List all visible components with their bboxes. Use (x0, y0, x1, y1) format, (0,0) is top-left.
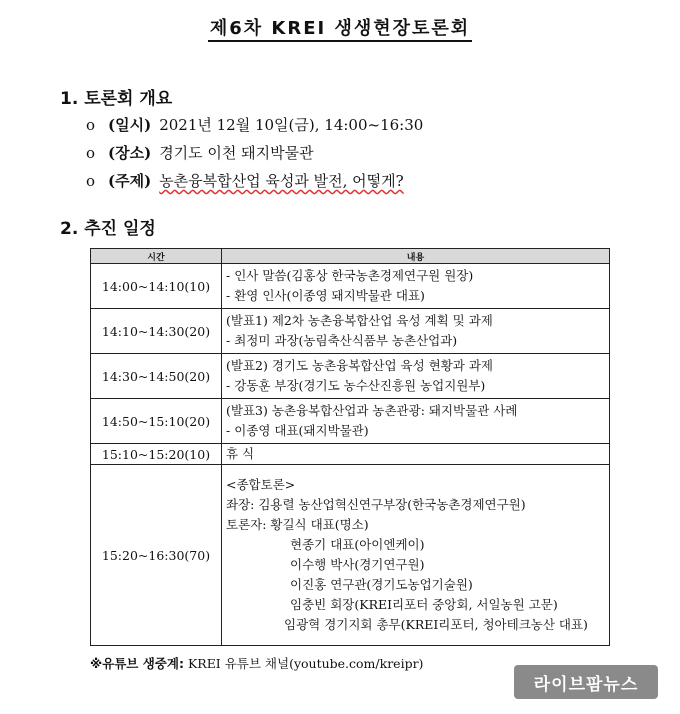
item-value: 경기도 이천 돼지박물관 (159, 144, 314, 162)
table-row (91, 264, 610, 309)
content-line: 임충빈 회장(KREI리포터 중앙회, 서일농원 고문) (290, 597, 558, 612)
content-line: <종합토론> (226, 477, 296, 492)
item-value: 농촌융복합산업 육성과 발전, 어떻게? (159, 172, 404, 190)
content-line: 이진홍 연구관(경기도농업기술원) (290, 577, 473, 592)
content-line: 휴 식 (226, 446, 255, 461)
table-header-row (91, 249, 610, 264)
content-line: - 이종영 대표(돼지박물관) (226, 423, 369, 438)
overview-item-topic (86, 170, 404, 191)
content-cell (222, 399, 610, 444)
footer-text: KREI 유튜브 채널(youtube.com/kreipr) (187, 656, 424, 671)
content-line: 현종기 대표(아이엔케이) (290, 537, 425, 552)
content-line: 임광혁 경기지회 총무(KREI리포터, 청아테크농산 대표) (284, 617, 588, 632)
content-line: 토론자: 황길식 대표(명소) (226, 517, 369, 532)
overview-item-date (86, 114, 423, 135)
time-cell: 14:50~15:10(20) (91, 399, 222, 444)
content-cell (222, 264, 610, 309)
content-cell (222, 309, 610, 354)
livestream-note (90, 654, 423, 672)
bullet-marker: o (86, 116, 96, 134)
table-row (91, 309, 610, 354)
item-value: 2021년 12월 10일(금), 14:00~16:30 (159, 116, 424, 134)
time-cell: 14:30~14:50(20) (91, 354, 222, 399)
bullet-marker: o (86, 172, 96, 190)
watermark-logo: 라이브팜뉴스 (514, 665, 658, 699)
content-line: (발표1) 제2차 농촌융복합산업 육성 계획 및 과제 (226, 313, 493, 328)
bullet-marker: o (86, 144, 96, 162)
content-cell (222, 465, 610, 646)
overview-item-place (86, 142, 314, 163)
section-heading-schedule: 2. 추진 일정 (60, 219, 156, 239)
table-row (91, 399, 610, 444)
content-cell (222, 444, 610, 465)
content-line: (발표2) 경기도 농촌융복합산업 육성 현황과 과제 (226, 358, 493, 373)
content-line: 이수행 박사(경기연구원) (290, 557, 425, 572)
content-cell (222, 354, 610, 399)
schedule-table (90, 248, 610, 646)
footer-label: ※유튜브 생중계: (90, 656, 184, 671)
column-header-time: 시간 (91, 249, 222, 264)
item-key: (일시) (108, 116, 152, 134)
content-line: - 환영 인사(이종영 돼지박물관 대표) (226, 288, 425, 303)
item-key: (장소) (108, 144, 152, 162)
table-row (91, 465, 610, 646)
column-header-content: 내용 (222, 249, 610, 264)
content-line: 좌장: 김용렬 농산업혁신연구부장(한국농촌경제연구원) (226, 497, 526, 512)
time-cell: 14:00~14:10(10) (91, 264, 222, 309)
page-title: 제6차 KREI 생생현장토론회 (0, 14, 680, 40)
content-line: - 인사 말씀(김홍상 한국농촌경제연구원 원장) (226, 268, 474, 283)
table-row (91, 354, 610, 399)
time-cell: 14:10~14:30(20) (91, 309, 222, 354)
table-row (91, 444, 610, 465)
content-line: - 강동훈 부장(경기도 농수산진흥원 농업지원부) (226, 378, 486, 393)
time-cell: 15:10~15:20(10) (91, 444, 222, 465)
item-key: (주제) (108, 172, 152, 190)
content-line: - 최정미 과장(농림축산식품부 농촌산업과) (226, 333, 458, 348)
content-line: (발표3) 농촌융복합산업과 농촌관광: 돼지박물관 사례 (226, 403, 518, 418)
section-heading-overview: 1. 토론회 개요 (60, 89, 173, 109)
time-cell: 15:20~16:30(70) (91, 465, 222, 646)
